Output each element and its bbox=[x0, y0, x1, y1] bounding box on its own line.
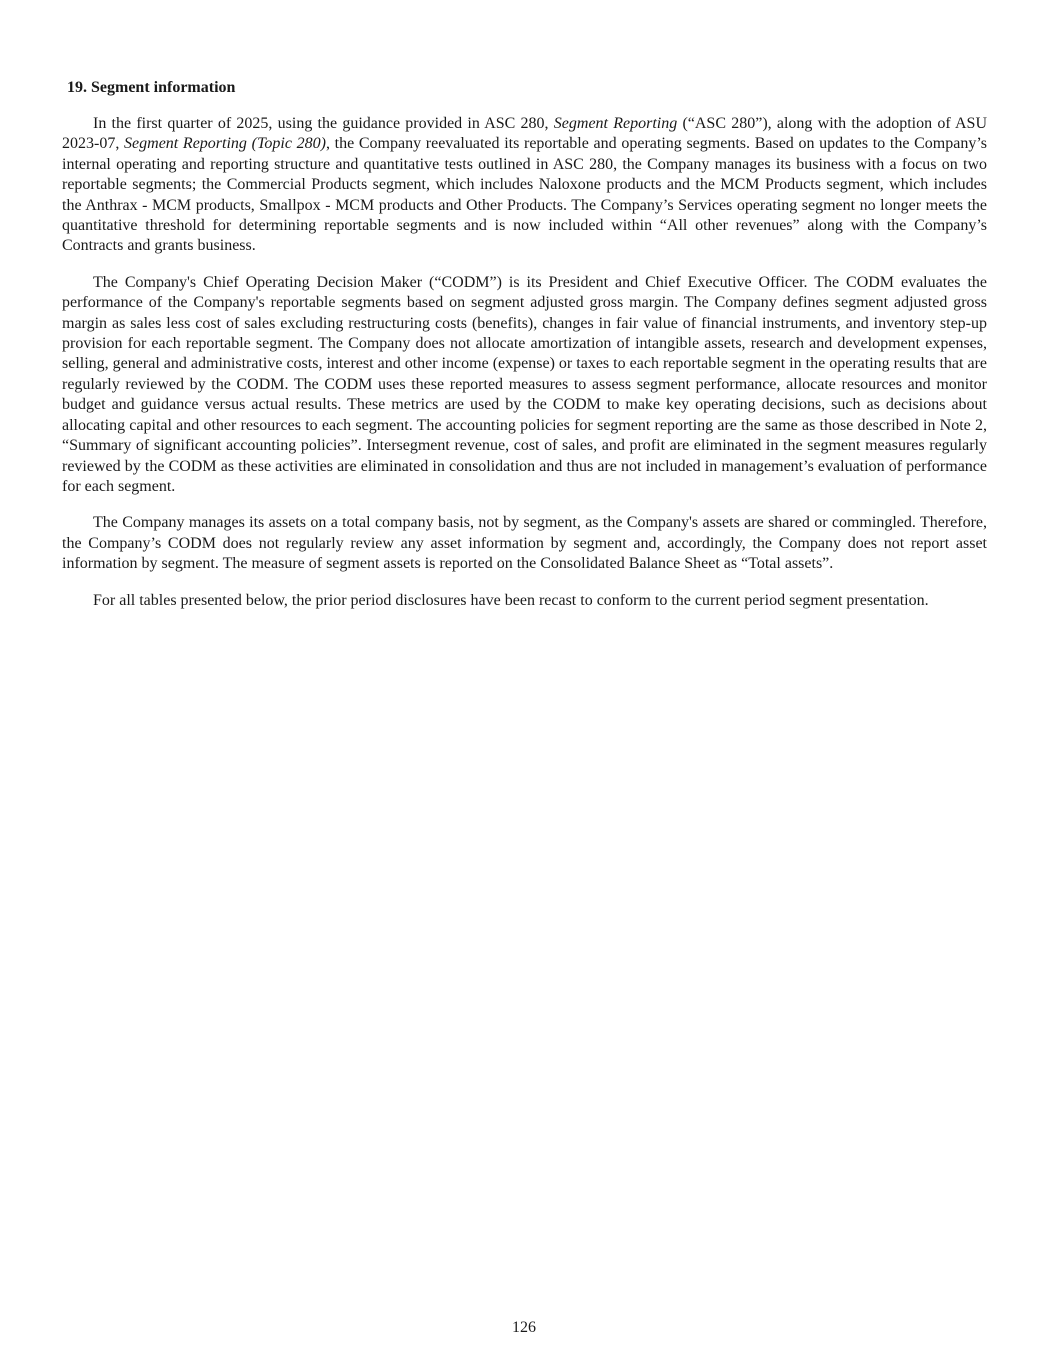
paragraph-recast: For all tables presented below, the prior period disclosures have been recast to conform to the current period segment presentation. bbox=[93, 591, 929, 609]
paragraph-text: (“ASC 280”), along with the adoption of ASU 2023-07, bbox=[62, 115, 988, 153]
paragraph-text: In the first quarter of 2025, using the guidance provided in ASC 280, bbox=[93, 115, 554, 132]
paragraph-codm: The Company's Chief Operating Decision Maker (“CODM”) is its President and Chief Executive Officer. The CODM evaluates the performance of the Company's reportable segments based on segment adjusted gross margin. The Company defines segment adjusted gross margin as sales less cost of sales excluding restructuring costs (benefits), changes in fair value of financial instruments, and inventory step-up provision for each reportable segment. The Company does not allocate amortization of intangible assets, research and development expenses, selling, general and administrative costs, interest and other income (expense) or taxes to each reportable segment in the operating results that are regularly reviewed by the CODM. The CODM uses these reported measures to assess segment performance, allocate resources and monitor budget and guidance versus actual results. These metrics are used by the CODM to make key operating decisions, such as decisions about allocating capital and other resources to each segment. The accounting policies for segment reporting are the same as those described in Note 2, “Summary of significant accounting policies”. Intersegment revenue, cost of sales, and profit are eliminated in the segment measures regularly reviewed by the CODM as these activities are eliminated in consolidation and thus are not included in management’s evaluation of performance for each segment. bbox=[62, 273, 987, 495]
paragraph-segment-overview bbox=[62, 114, 987, 257]
page-number: 126 bbox=[512, 1319, 536, 1336]
document-page bbox=[62, 78, 987, 627]
paragraph-assets: The Company manages its assets on a total company basis, not by segment, as the Company's assets are shared or commingled. Therefore, the Company’s CODM does not regularly review any asset information by segment and, accordingly, the Company does not report asset information by segment. The measure of segment assets is reported on the Consolidated Balance Sheet as “Total assets”. bbox=[62, 514, 987, 573]
italic-term-segment-reporting: Segment Reporting bbox=[553, 115, 678, 132]
section-heading: 19. Segment information bbox=[67, 79, 236, 96]
italic-term-topic-280: Segment Reporting (Topic 280) bbox=[124, 135, 326, 153]
paragraph-text: , the Company reevaluated its reportable and operating segments. Based on updates to the Company’s internal operating and reporting structure and quantitative tests outlined in ASC 280, the Company manages its business with a focus on two reportable segments; the Commercial Products segment, which includes Naloxone products and the MCM Products segment, which includes the Anthrax - MCM products, Smallpox - MCM products and Other Products. The Company’s Services operating segment no longer meets the quantitative threshold for determining reportable segments and is now included within “All other revenues” along with the Company’s Contracts and grants business. bbox=[62, 135, 988, 255]
